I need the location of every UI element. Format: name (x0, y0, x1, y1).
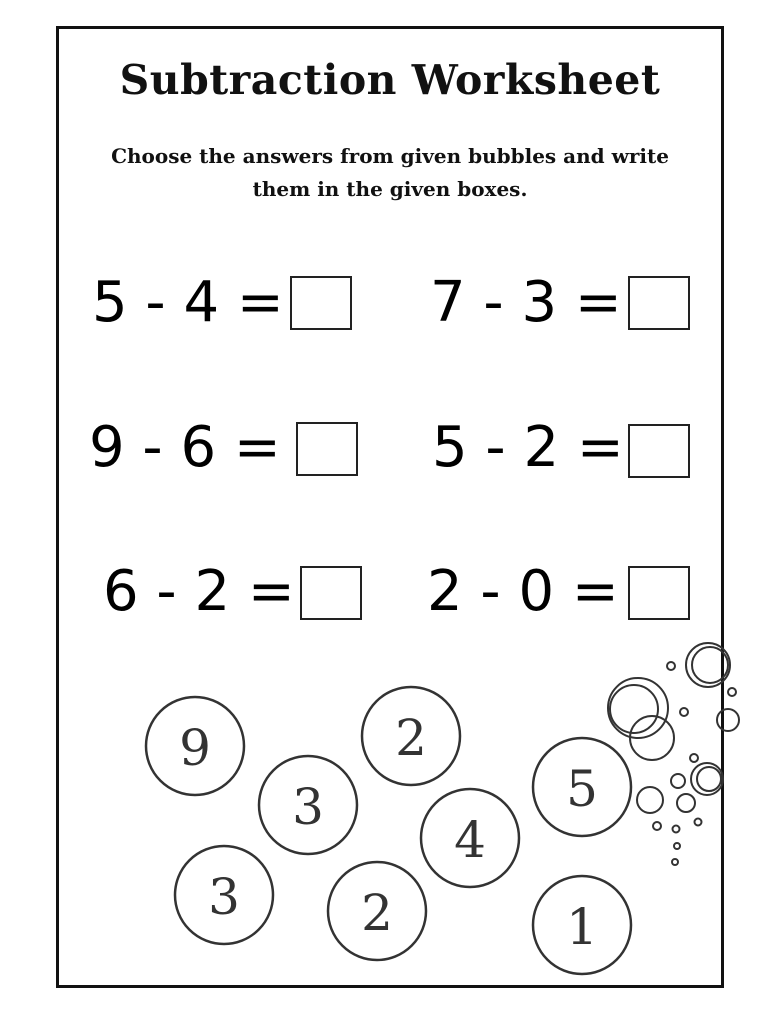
bubble-number: 9 (179, 719, 211, 777)
problem-2: 7 - 3 = (430, 270, 622, 335)
bubble-number: 3 (292, 778, 324, 836)
bubble-number: 2 (361, 884, 393, 942)
bubble-number: 5 (566, 760, 598, 818)
problem-1: 5 - 4 = (92, 270, 284, 335)
problem-5: 6 - 2 = (103, 559, 295, 624)
instructions-line-1: Choose the answers from given bubbles and write (111, 144, 669, 168)
bubble-number: 3 (208, 868, 240, 926)
problem-4: 5 - 2 = (432, 415, 624, 480)
decorative-bubbles (608, 643, 739, 865)
bubble-number: 1 (566, 898, 598, 956)
problem-6: 2 - 0 = (427, 559, 619, 624)
bubble-number: 4 (454, 811, 486, 869)
page-title: Subtraction Worksheet (119, 56, 661, 104)
bubble-number: 2 (395, 709, 427, 767)
problem-3: 9 - 6 = (89, 415, 281, 480)
instructions-line-2: them in the given boxes. (252, 177, 528, 201)
